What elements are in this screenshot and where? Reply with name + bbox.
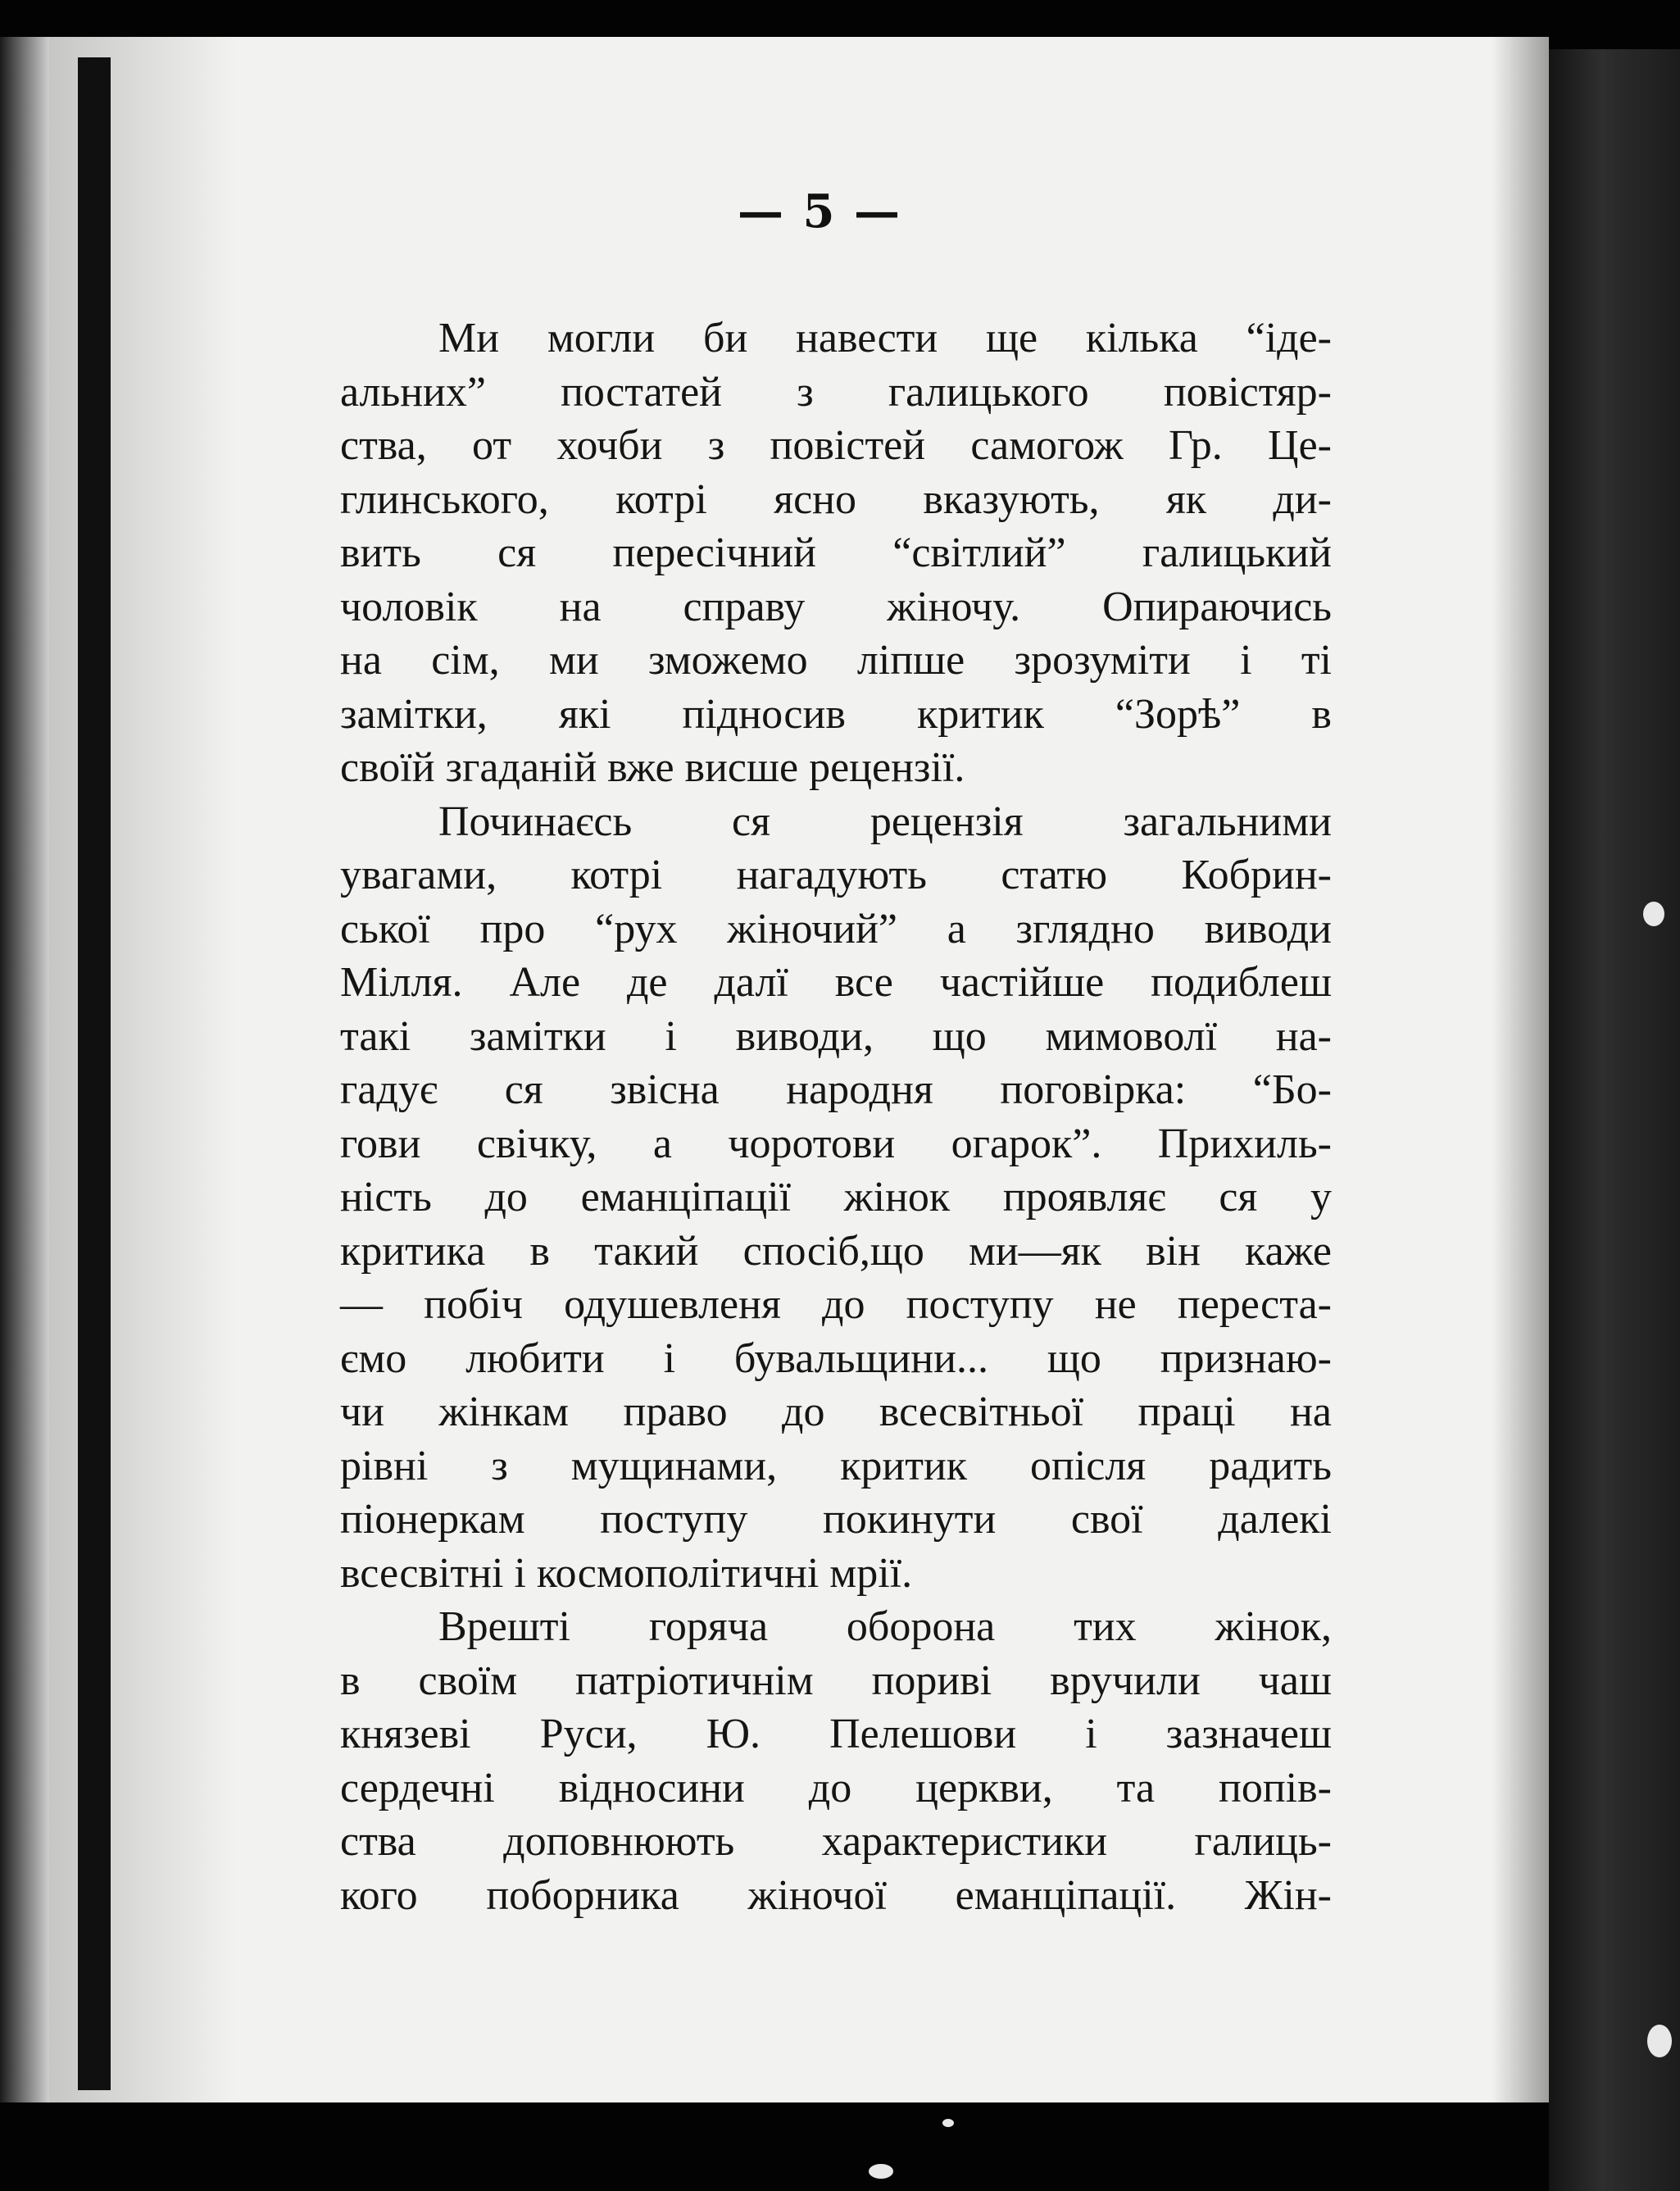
text-line: своїй згаданій вже висше рецензії. xyxy=(340,744,965,791)
page-number: — 5 — xyxy=(738,184,901,239)
text-line: глинського, котрі ясно вказують, як ди- xyxy=(340,475,1332,523)
text-line: ської про “рух жіночий” а зглядно виводи xyxy=(340,905,1332,952)
text-line: рівні з мущинами, критик опісля радить xyxy=(340,1442,1332,1489)
text-line: чоловік на справу жіночу. Опираючись xyxy=(340,583,1332,630)
text-line: на сім, ми зможемо ліпше зрозуміти і ті xyxy=(340,637,1332,684)
text-line: ства доповнюють характеристики галиць- xyxy=(340,1818,1332,1865)
text-line: такі замітки і виводи, що мимоволї на- xyxy=(340,1012,1332,1060)
left-page-edge xyxy=(0,37,49,2102)
dust-speck xyxy=(869,2164,893,2179)
book-cover-edge xyxy=(1549,49,1680,2191)
dust-speck xyxy=(942,2119,954,2127)
text-line: гадує ся звісна народня поговірка: “Бо- xyxy=(340,1066,1332,1113)
text-line: ємо любити і бувальщини... що признаю- xyxy=(340,1334,1332,1382)
page-edge-shadow xyxy=(1492,37,1549,2102)
text-line: — побіч одушевленя до поступу не переста- xyxy=(340,1281,1332,1328)
text-line: ства, от хочби з повістей самогож Гр. Це- xyxy=(340,422,1332,469)
text-line: кого поборника жіночої еманціпації. Жін- xyxy=(340,1871,1332,1919)
text-line: альних” постатей з галицького повістяр- xyxy=(340,368,1332,416)
text-line: критика в такий спосіб,що ми—як він каже xyxy=(340,1227,1332,1275)
text-line: гови свічку, а чоротови огарок”. Прихиль- xyxy=(340,1120,1332,1167)
text-line: всесвітні і космополітичні мрії. xyxy=(340,1549,913,1597)
binding-strip xyxy=(78,57,111,2090)
text-line: чи жінкам право до всесвітньої праці на xyxy=(340,1389,1332,1435)
text-line: замітки, які підносив критик “Зорѣ” в xyxy=(340,690,1332,738)
text-line: Врешті горяча оборона тих жінок, xyxy=(438,1603,1332,1650)
text-line: в своїм патріотичнім пориві вручили чаш xyxy=(340,1657,1332,1704)
text-line: вить ся пересічний “світлий” галицький xyxy=(340,530,1332,576)
dust-speck xyxy=(1647,2025,1672,2057)
text-line: Мілля. Але де далї все частійше подиблеш xyxy=(340,959,1332,1006)
text-line: сердечні відносини до церкви, та попів- xyxy=(340,1764,1332,1811)
text-line: увагами, котрі нагадують статю Кобрин- xyxy=(340,852,1332,898)
text-line: ність до еманціпації жінок проявляє ся у xyxy=(340,1174,1332,1221)
text-line: Ми могли би навести ще кілька “іде- xyxy=(438,315,1332,361)
body-text xyxy=(340,311,1332,1922)
dust-speck xyxy=(1643,902,1664,926)
text-line: князеві Руси, Ю. Пелешови і зазначеш xyxy=(340,1711,1332,1757)
text-line: піонеркам поступу покинути свої далекі xyxy=(340,1496,1332,1543)
text-line: Починаєсь ся рецензія загальними xyxy=(438,798,1332,845)
